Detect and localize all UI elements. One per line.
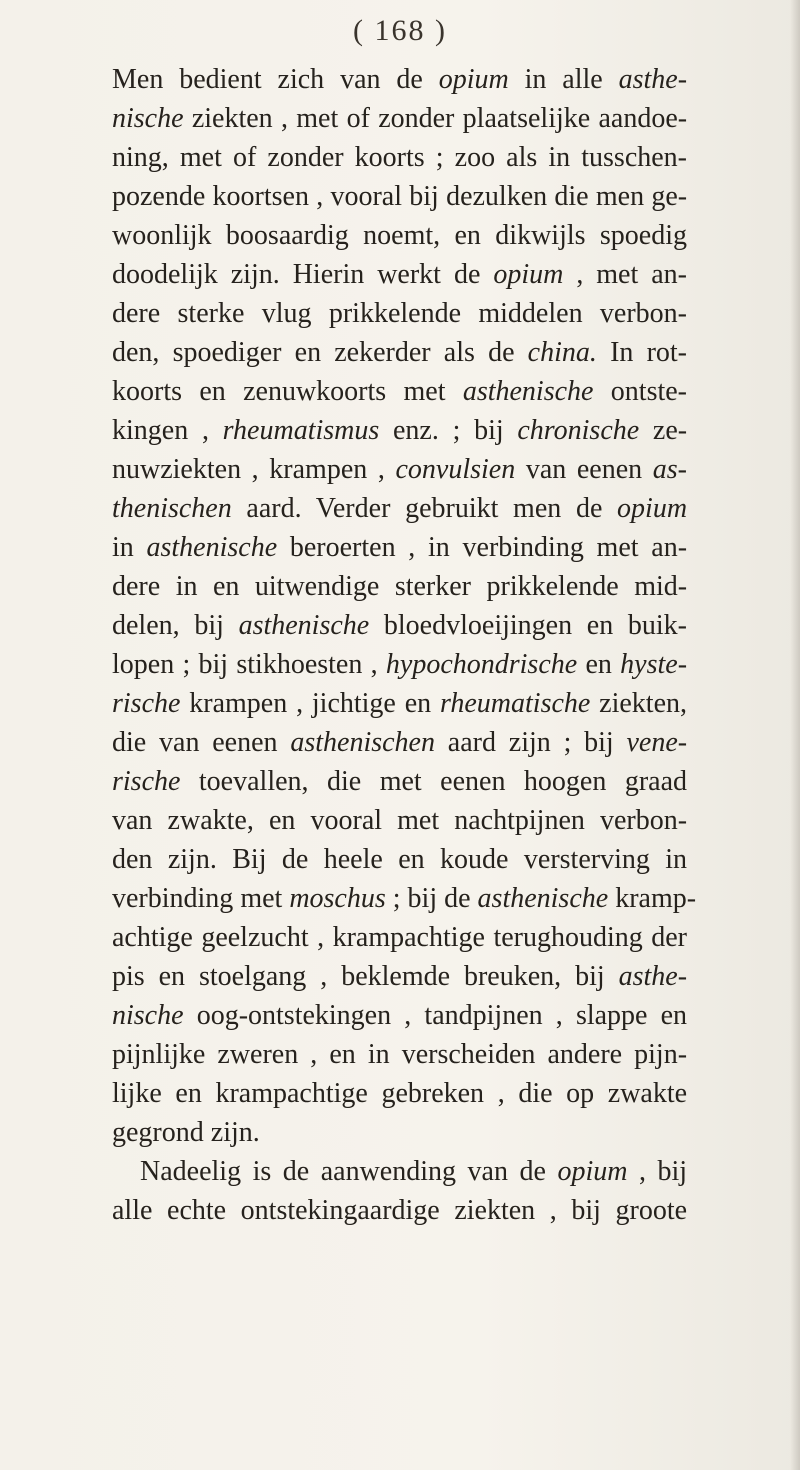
text-line: gegrond zijn.: [112, 1117, 260, 1148]
text-line: den zijn. Bij de heele en koude versterving in: [112, 844, 688, 875]
text-line: delen, bij asthenische bloedvloeijingen en buik-: [112, 610, 688, 641]
text-line: woonlijk boosaardig noemt, en dikwijls spoedig: [112, 220, 687, 251]
page-number: ( 168 ): [353, 14, 447, 47]
text-line: koorts en zenuwkoorts met asthenische ontste-: [112, 376, 688, 407]
text-line: pis en stoelgang , beklemde breuken, bij asthe-: [112, 961, 688, 992]
text-line: lopen ; bij stikhoesten , hypochondrische en hyste-: [112, 649, 688, 680]
text-line: in asthenische beroerten , in verbinding met an-: [112, 532, 688, 563]
text-line: lijke en krampachtige gebreken , die op zwakte: [112, 1078, 688, 1109]
text-line: Nadeelig is de aanwending van de opium , bij: [140, 1156, 688, 1187]
text-line: dere sterke vlug prikkelende middelen verbon-: [112, 298, 687, 329]
text-line: nische oog-ontstekingen , tandpijnen , slappe en: [112, 1000, 688, 1031]
text-line: alle echte ontstekingaardige ziekten , bij groote: [112, 1195, 688, 1226]
text-line: verbinding met moschus ; bij de asthenische kramp-: [112, 883, 697, 914]
text-line: rische krampen , jichtige en rheumatische ziekten,: [112, 688, 687, 719]
text-line: doodelijk zijn. Hierin werkt de opium , met an-: [112, 259, 688, 290]
text-line: thenischen aard. Verder gebruikt men de opium: [112, 493, 688, 524]
text-line: ning, met of zonder koorts ; zoo als in tusschen-: [112, 142, 688, 173]
text-line: pozende koortsen , vooral bij dezulken die men ge-: [112, 181, 688, 212]
text-line: nuwziekten , krampen , convulsien van eenen as-: [112, 454, 688, 485]
text-line: kingen , rheumatismus enz. ; bij chronische ze-: [112, 415, 688, 446]
text-line: rische toevallen, die met eenen hoogen graad: [112, 766, 688, 797]
text-line: nische ziekten , met of zonder plaatselijke aandoe-: [112, 103, 688, 134]
text-line: Men bedient zich van de opium in alle asthe-: [112, 64, 688, 95]
body-text: [112, 60, 697, 1230]
text-line: den, spoediger en zekerder als de china. In rot-: [112, 337, 687, 368]
text-line: dere in en uitwendige sterker prikkelende mid-: [112, 571, 688, 602]
text-line: van zwakte, en vooral met nachtpijnen verbon-: [112, 805, 688, 836]
text-line: achtige geelzucht , krampachtige terughouding der: [112, 922, 687, 953]
text-line: pijnlijke zweren , en in verscheiden andere pijn-: [112, 1039, 688, 1070]
text-line: die van eenen asthenischen aard zijn ; bij vene-: [112, 727, 688, 758]
